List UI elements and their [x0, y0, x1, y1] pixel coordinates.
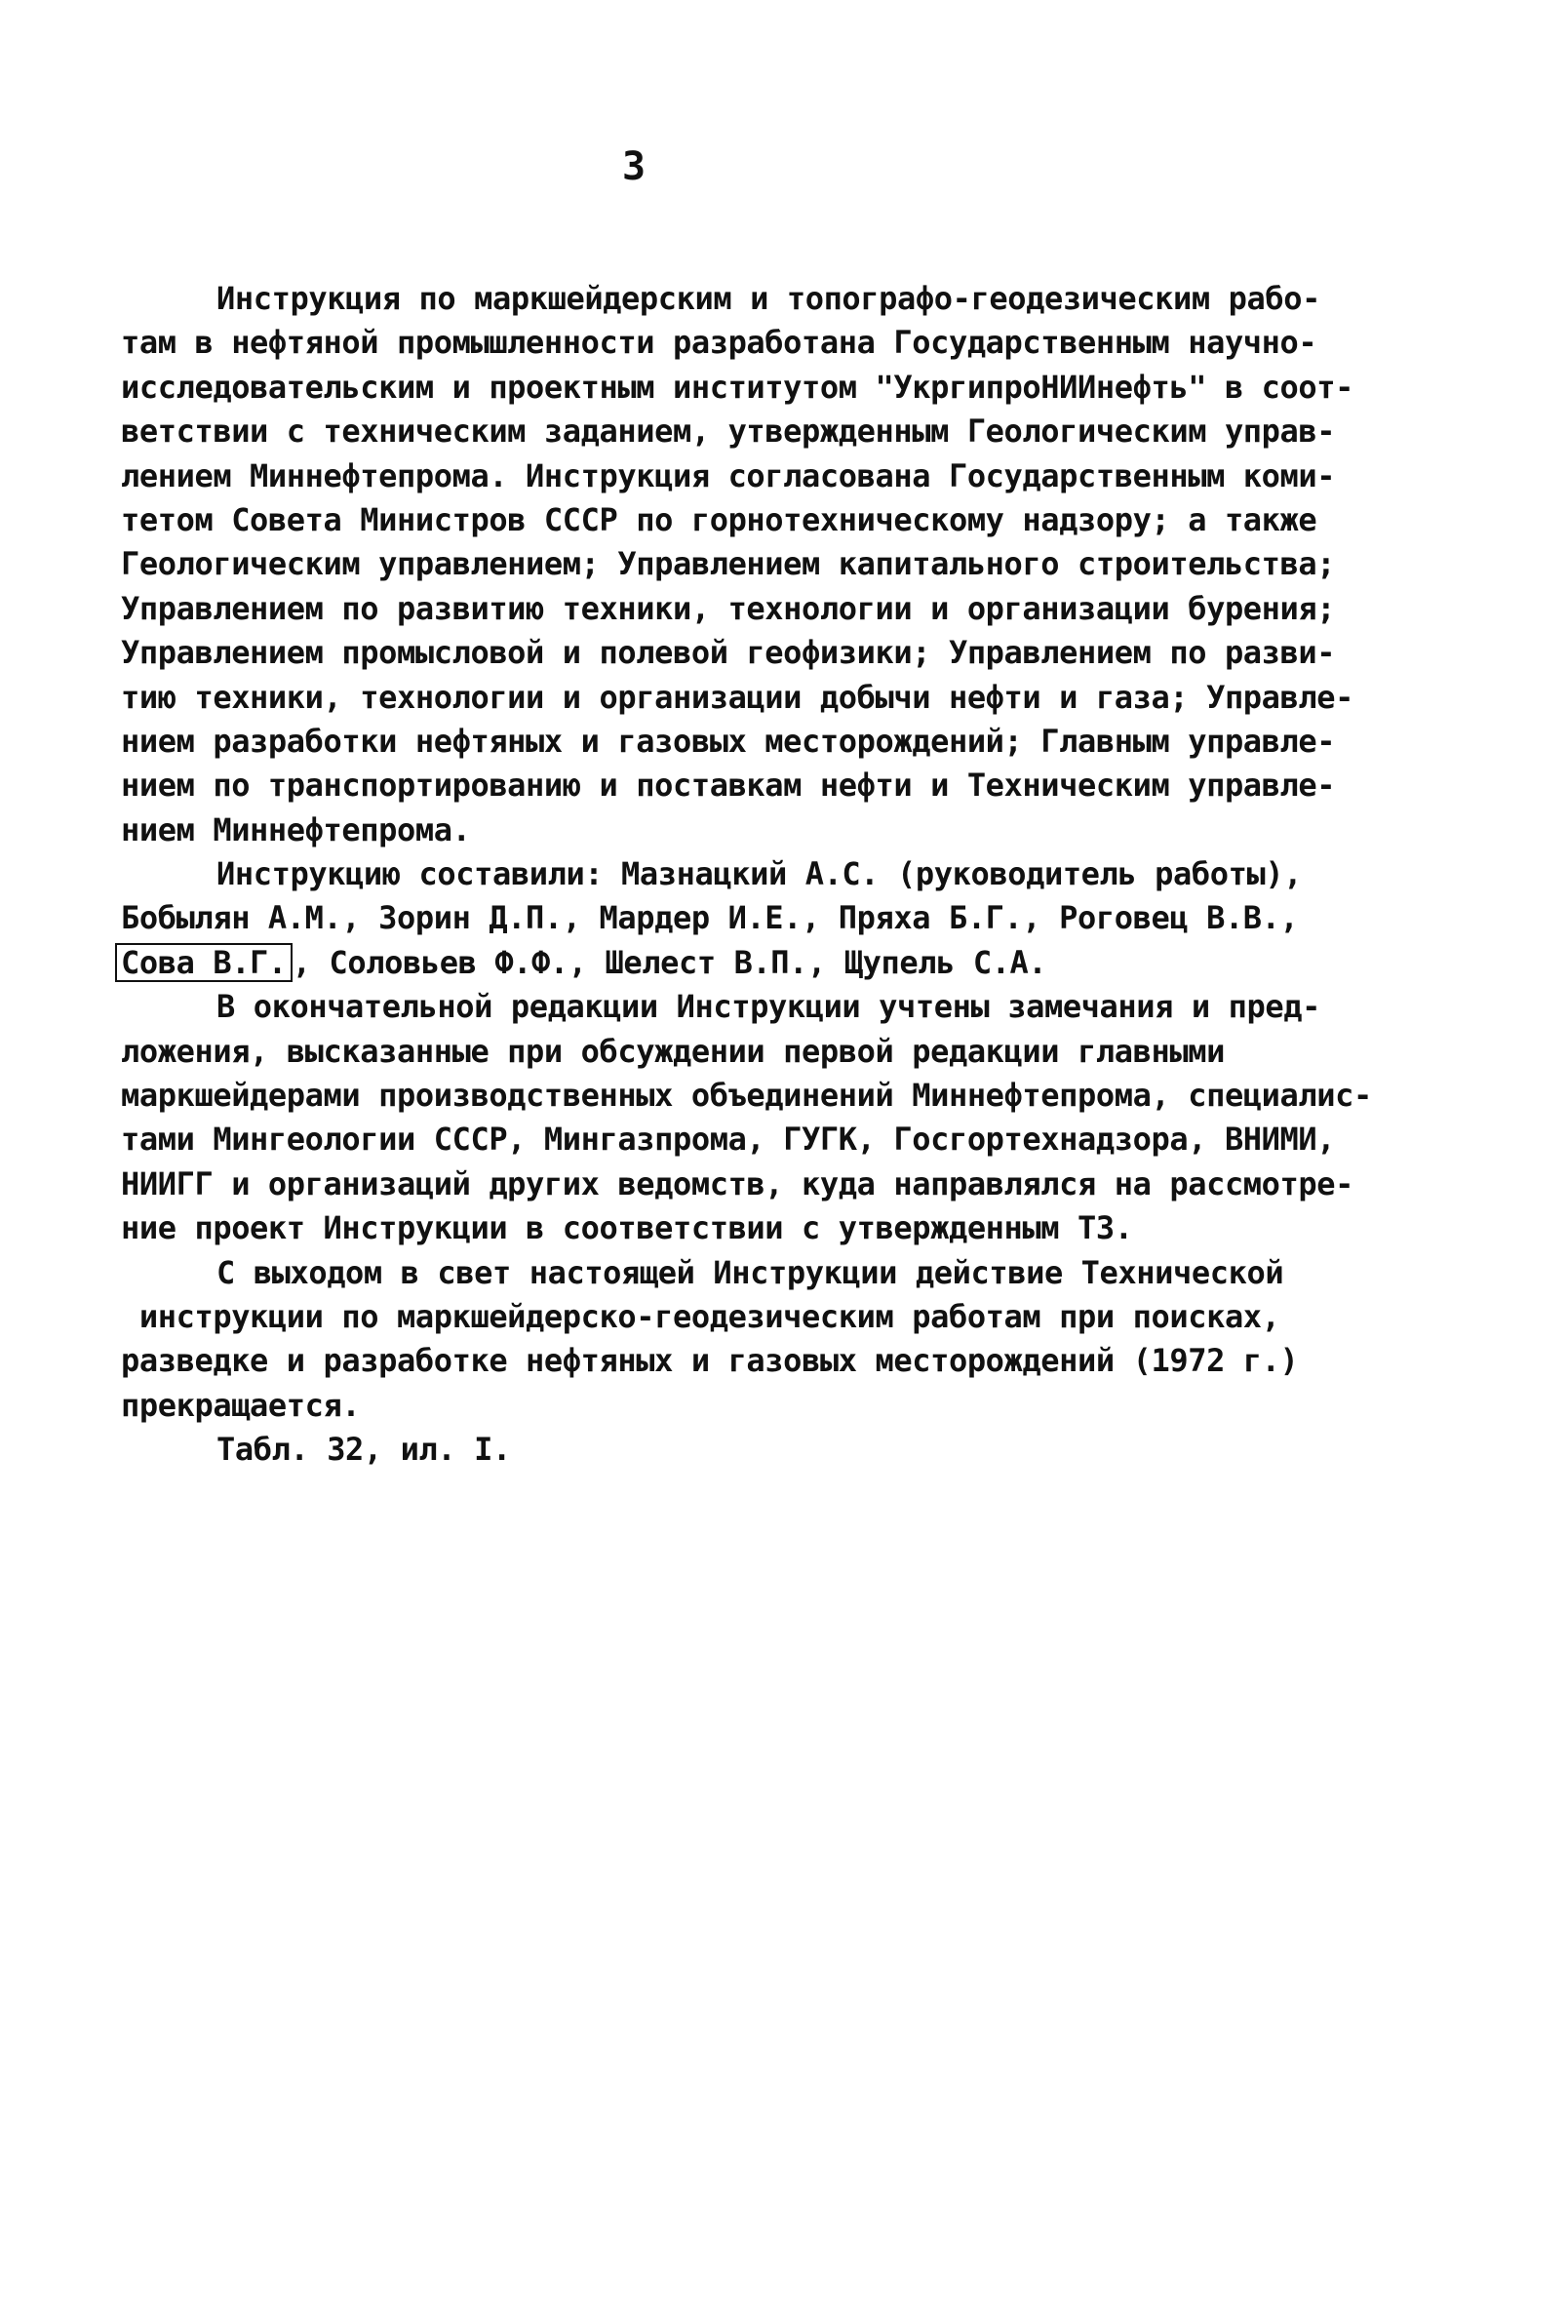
text-line: В окончательной редакции Инструкции учтены замечания и пред- [216, 988, 1320, 1026]
boxed-author-name: Сова В.Г. [115, 943, 293, 982]
text-line: нием разработки нефтяных и газовых месторождений; Главным управле- [121, 722, 1336, 760]
text-line: Бобылян А.М., Зорин Д.П., Мардер И.Е., Пряха Б.Г., Роговец В.В., [121, 899, 1299, 937]
text-line: ветствии с техническим заданием, утвержденным Геологическим управ- [121, 413, 1336, 451]
text-line: исследовательским и проектным институтом "УкргипроНИИнефть" в соот- [121, 368, 1353, 406]
text-line: нием Миннефтепрома. [121, 810, 471, 848]
text-line-rest: , Соловьев Ф.Ф., Шелест В.П., Щупель С.А. [292, 943, 1047, 981]
text-line: С выходом в свет настоящей Инструкции действие Технической [216, 1253, 1284, 1291]
text-line: Инструкция по маркшейдерским и топографо-геодезическим рабо- [216, 280, 1320, 317]
text-line-with-highlight [121, 941, 1428, 985]
text-line: там в нефтяной промышленности разработана Государственным научно- [121, 324, 1317, 362]
paragraph-final-edition [121, 985, 1428, 1250]
paragraph-supersedes [121, 1251, 1428, 1429]
page-number: 3 [621, 144, 647, 189]
text-line: маркшейдерами производственных объединений Миннефтепрома, специалис- [121, 1077, 1372, 1115]
text-line: Управлением промысловой и полевой геофизики; Управлением по разви- [121, 634, 1336, 672]
text-line: ложения, высказанные при обсуждении первой редакции главными [121, 1032, 1225, 1070]
text-line: нием по транспортированию и поставкам нефти и Техническим управле- [121, 767, 1336, 805]
text-line: прекращается. [121, 1386, 361, 1424]
text-line: тию техники, технологии и организации добычи нефти и газа; Управле- [121, 678, 1353, 716]
paragraph-authors [121, 852, 1428, 985]
text-line: НИИГГ и организаций других ведомств, куда направлялся на рассмотре- [121, 1164, 1353, 1202]
text-line: Управлением по развитию техники, технологии и организации бурения; [121, 589, 1336, 627]
text-line: тетом Совета Министров СССР по горнотехническому надзору; а также [121, 500, 1317, 538]
text-line: тами Мингеологии СССР, Мингазпрома, ГУГК, Госгортехнадзора, ВНИМИ, [121, 1121, 1336, 1159]
text-line: ние проект Инструкции в соответствии с утвержденным ТЗ. [121, 1209, 1133, 1247]
text-line: Геологическим управлением; Управлением капитального строительства; [121, 545, 1336, 583]
tables-illustrations-note: Табл. 32, ил. I. [216, 1431, 511, 1469]
text-line: разведке и разработке нефтяных и газовых месторождений (1972 г.) [121, 1342, 1299, 1380]
document-body [121, 277, 1428, 1473]
text-line: Инструкцию составили: Мазнацкий А.С. (руководитель работы), [216, 855, 1303, 893]
paragraph-instruction-origin [121, 277, 1428, 852]
text-line: инструкции по маркшейдерско-геодезическим работам при поисках, [121, 1297, 1280, 1335]
text-line: лением Миннефтепрома. Инструкция согласована Государственным коми- [121, 456, 1336, 494]
